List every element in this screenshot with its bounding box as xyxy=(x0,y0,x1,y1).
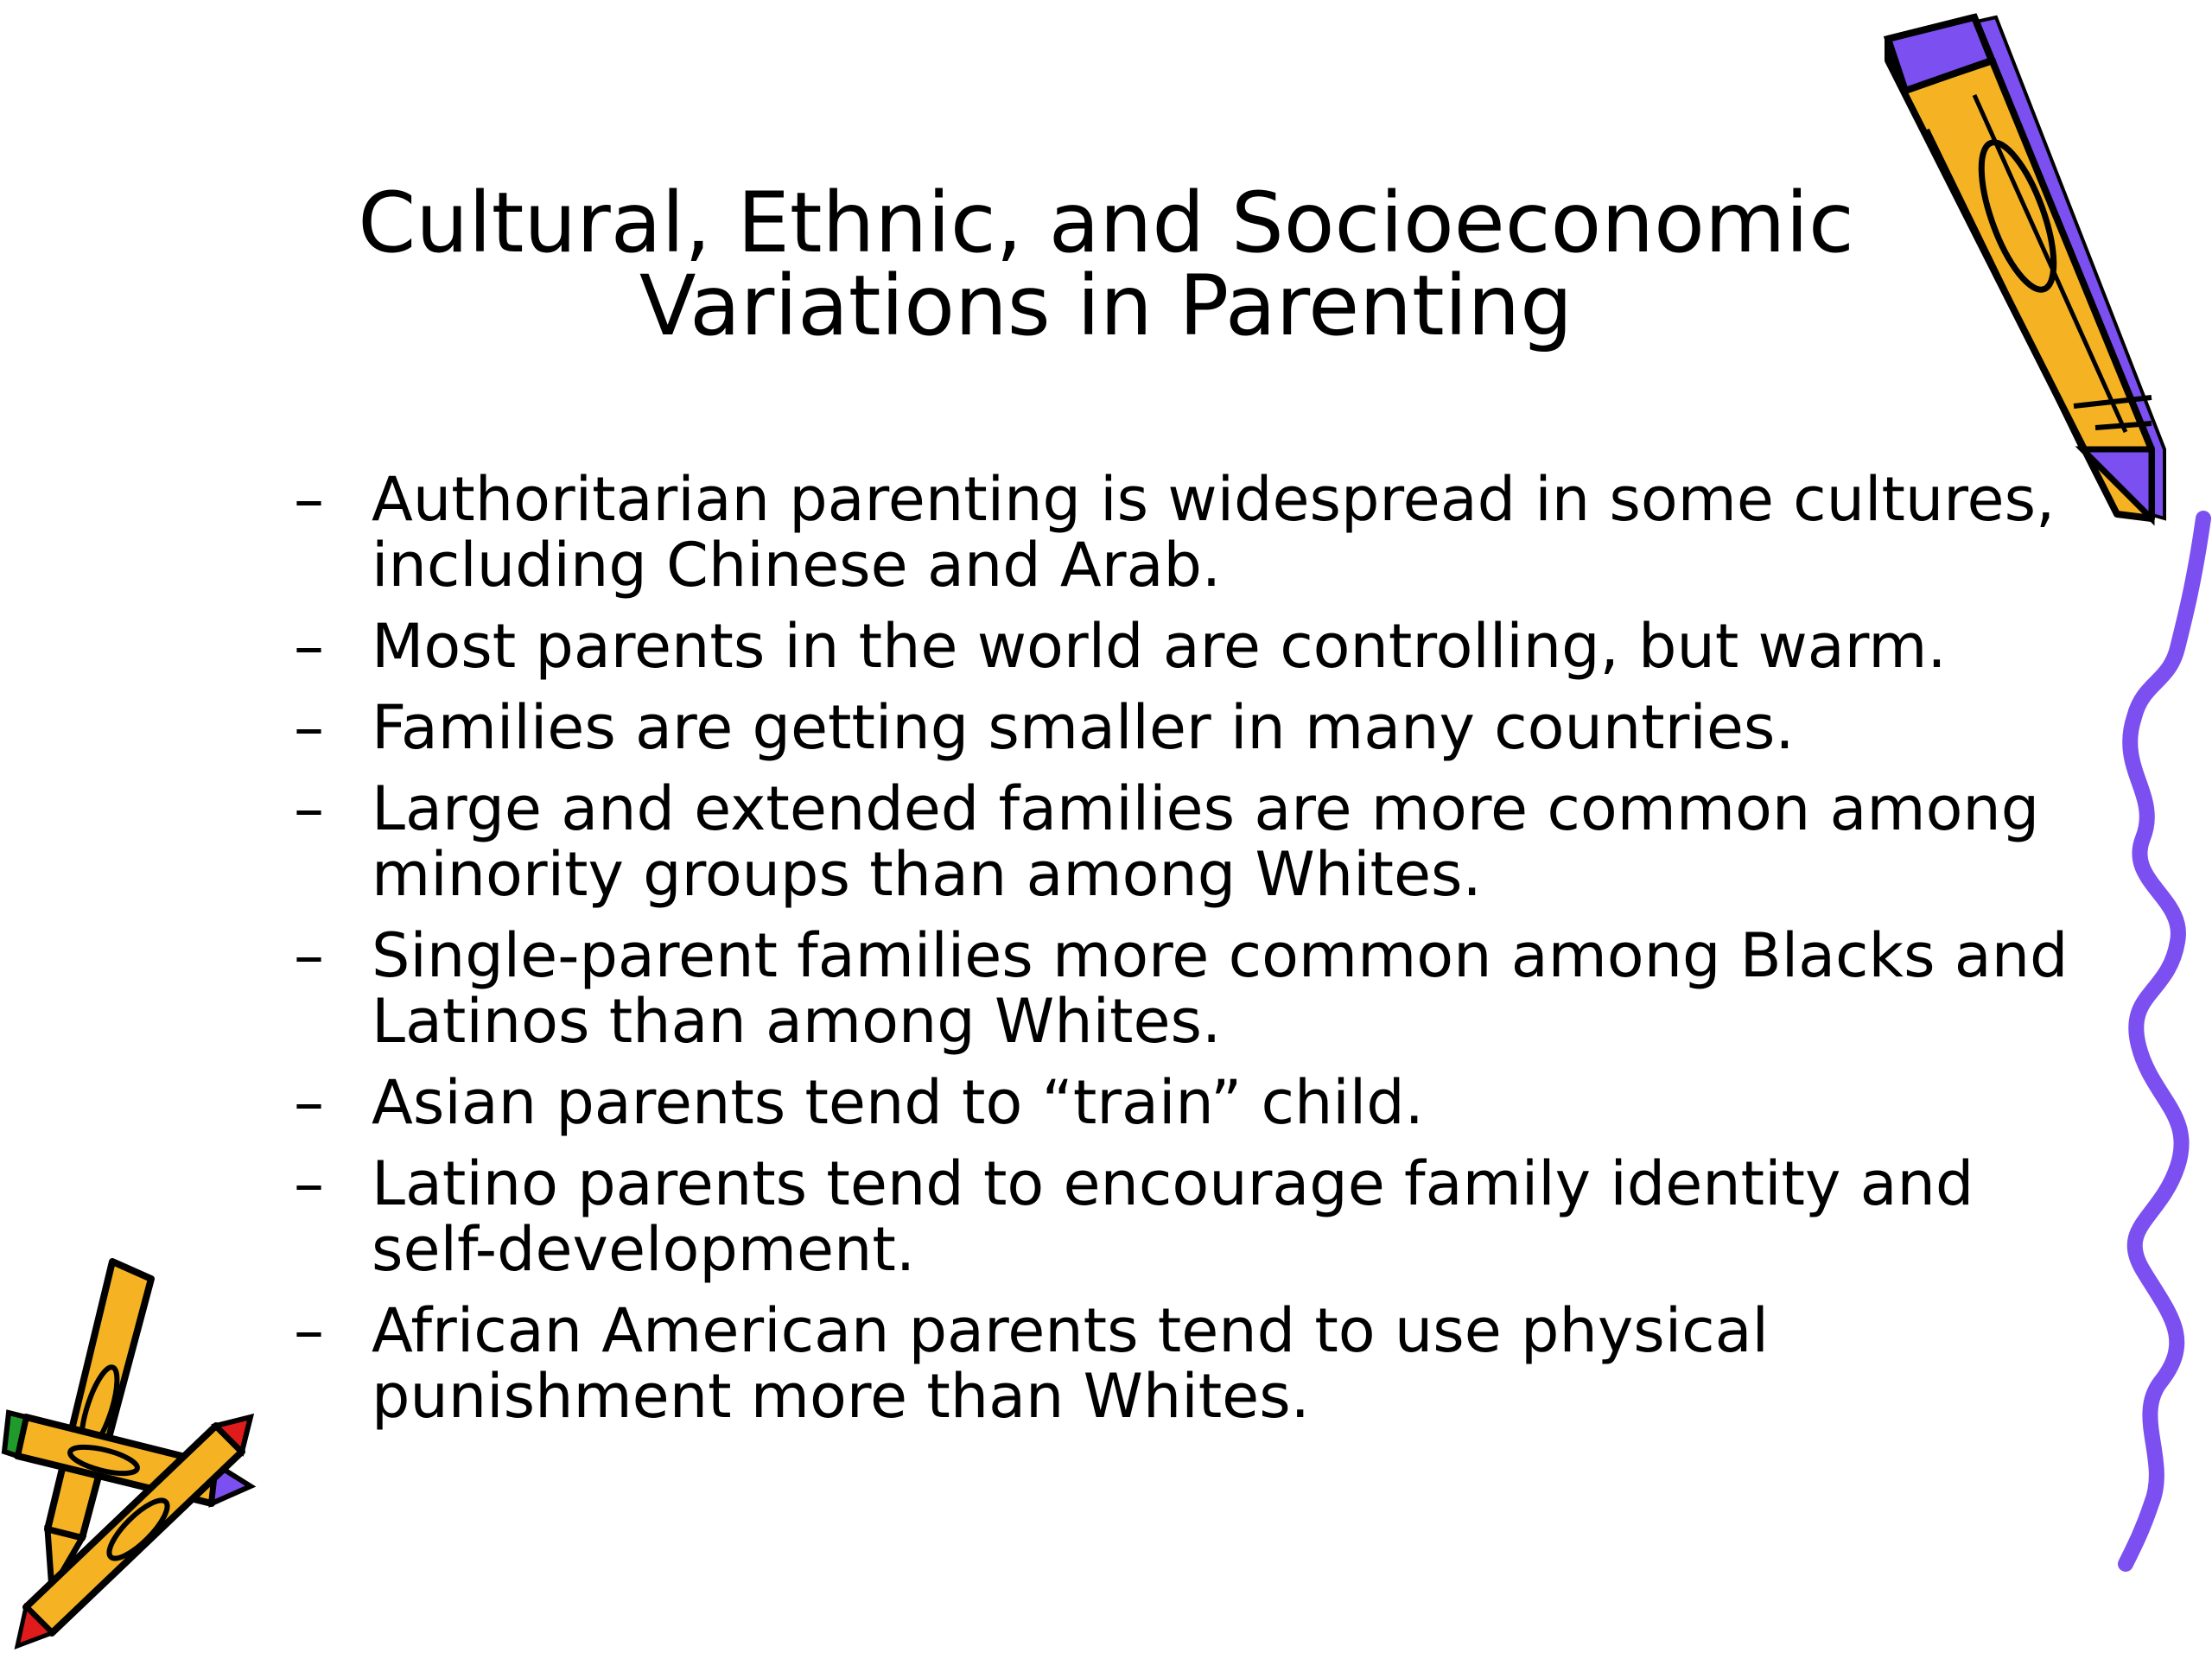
bullet-marker: – xyxy=(294,1295,324,1366)
bullet-marker: – xyxy=(294,773,324,844)
title-line-2: Variations in Parenting xyxy=(639,257,1573,354)
bullet-marker: – xyxy=(294,611,324,682)
bullet-text: Latino parents tend to encourage family identity and self-development. xyxy=(372,1148,1974,1285)
list-item xyxy=(294,464,2074,601)
wavy-border-icon xyxy=(2108,510,2212,1573)
slide-title xyxy=(328,175,1884,354)
bullet-marker: – xyxy=(294,920,324,991)
bullet-text: Single-parent families more common among Blacks and Latinos than among Whites. xyxy=(372,920,2069,1057)
bullet-text: Most parents in the world are controlling, but warm. xyxy=(372,611,1947,682)
list-item xyxy=(294,692,2074,763)
list-item xyxy=(294,611,2074,682)
bullet-marker: – xyxy=(294,1067,324,1138)
list-item xyxy=(294,920,2074,1057)
bullet-text: Families are getting smaller in many countries. xyxy=(372,692,1795,763)
list-item xyxy=(294,1067,2074,1138)
title-line-1: Cultural, Ethnic, and Socioeconomic xyxy=(358,175,1854,271)
bullet-text: African American parents tend to use physical punishment more than Whites. xyxy=(372,1295,1770,1432)
list-item xyxy=(294,1148,2074,1285)
bullet-list xyxy=(294,464,2074,1445)
pencil-icon xyxy=(1866,0,2195,536)
crayons-icon xyxy=(0,1253,276,1650)
list-item xyxy=(294,1295,2074,1432)
bullet-marker: – xyxy=(294,464,324,535)
bullet-text: Large and extended families are more common among minority groups than among Whites. xyxy=(372,773,2040,910)
bullet-marker: – xyxy=(294,1148,324,1219)
bullet-text: Asian parents tend to “train” child. xyxy=(372,1067,1424,1138)
list-item xyxy=(294,773,2074,910)
bullet-text: Authoritarian parenting is widespread in some cultures, including Chinese and Arab. xyxy=(372,464,2056,601)
bullet-marker: – xyxy=(294,692,324,763)
